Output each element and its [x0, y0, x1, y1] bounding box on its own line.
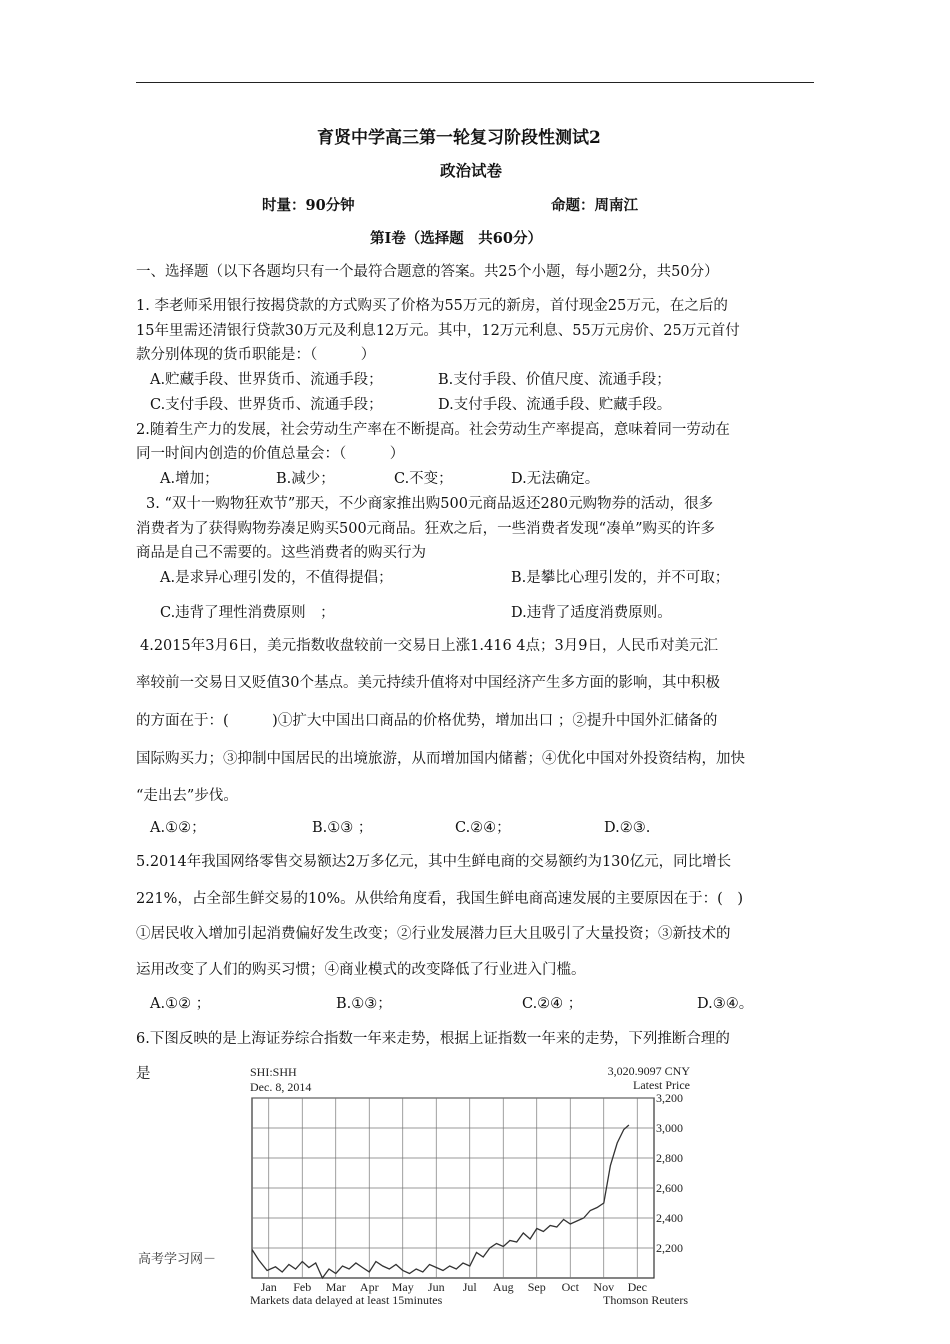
q5-line-3: ①居民收入增加引起消费偏好发生改变；②行业发展潜力巨大且吸引了大量投资；③新技术的	[136, 926, 731, 942]
chart-y-tick-label: 2,800	[656, 1151, 683, 1165]
q5-line-1: 5.2014年我国网络零售交易额达2万多亿元，其中生鲜电商的交易额约为130亿元，同比增长	[136, 854, 732, 870]
chart-x-tick-label: Dec	[627, 1280, 647, 1294]
q4-option-a: A.①②；	[150, 820, 206, 836]
q5-option-b: B.①③；	[336, 996, 392, 1012]
paper-title: 育贤中学高三第一轮复习阶段性测试2	[317, 128, 601, 148]
q4-option-b: B.①③ ；	[312, 820, 373, 836]
chart-source: Thomson Reuters	[603, 1293, 688, 1307]
paper-subject: 政治试卷	[440, 161, 503, 180]
chart-y-tick-label: 2,400	[656, 1211, 683, 1225]
chart-price-label: 3,020.9097 CNY	[607, 1064, 690, 1078]
q1-line-3: 款分别体现的货币职能是：（ ）	[136, 347, 376, 363]
q5-option-d: D.③④。	[697, 996, 754, 1012]
chart-x-tick-label: Jul	[462, 1280, 477, 1294]
chart-x-tick-label: Sep	[527, 1280, 546, 1294]
section-heading: 一、选择题（以下各题均只有一个最符合题意的答案。共25个小题，每小题2分，共50分）	[136, 264, 719, 280]
chart-x-tick-label: May	[391, 1280, 414, 1294]
q4-line-3: 的方面在于：( )①扩大中国出口商品的价格优势，增加出口 ；②提升中国外汇储备的	[136, 713, 718, 729]
q4-line-4: 国际购买力；③抑制中国居民的出境旅游，从而增加国内储蓄；④优化中国对外投资结构，加快	[136, 751, 745, 767]
q1-option-a: A.贮藏手段、世界货币、流通手段；	[150, 372, 383, 388]
q4-option-c: C.②④；	[455, 820, 511, 836]
q1-option-b: B.支付手段、价值尺度、流通手段；	[438, 372, 671, 388]
stock-index-chart	[236, 1062, 696, 1312]
chart-x-tick-label: Oct	[561, 1280, 579, 1294]
chart-x-tick-label: Apr	[359, 1280, 379, 1294]
chart-subtitle: Dec. 8, 2014	[250, 1080, 312, 1094]
q3-option-c: C.违背了理性消费原则 ；	[160, 605, 335, 621]
q1-option-c: C.支付手段、世界货币、流通手段；	[150, 397, 383, 413]
chart-x-tick-label: Jun	[427, 1280, 445, 1294]
chart-x-tick-label: Aug	[492, 1280, 514, 1294]
q4-option-d: D.②③.	[604, 820, 651, 836]
top-rule	[136, 82, 814, 83]
chart-x-tick-label: Feb	[293, 1280, 312, 1294]
chart-x-tick-label: Nov	[593, 1280, 615, 1294]
q3-option-d: D.违背了适度消费原则。	[511, 605, 672, 621]
index-series-line	[252, 1125, 629, 1278]
chart-y-tick-label: 2,200	[656, 1241, 683, 1255]
q3-line-2: 消费者为了获得购物券凑足购买500元商品。狂欢之后，一些消费者发现“凑单”购买的许多	[136, 521, 715, 537]
chart-title: SHI:SHH	[250, 1065, 297, 1079]
q2-line-1: 2.随着生产力的发展，社会劳动生产率在不断提高。社会劳动生产率提高，意味着同一劳动在	[136, 422, 730, 438]
q4-line-1: 4.2015年3月6日，美元指数收盘较前一交易日上涨1.416 4点；3月9日，人民币对美元汇	[140, 638, 718, 654]
chart-x-tick-label: Mar	[325, 1280, 346, 1294]
q1-line-2: 15年里需还清银行贷款30万元及利息12万元。其中，12万元利息、55万元房价、25万元首付	[136, 323, 740, 339]
q2-option-a: A.增加；	[160, 471, 219, 487]
q3-option-b: B.是攀比心理引发的，并不可取；	[511, 570, 730, 586]
chart-y-tick-label: 3,000	[656, 1121, 683, 1135]
q5-option-a: A.①② ；	[150, 996, 211, 1012]
chart-source-note: Markets data delayed at least 15minutes	[250, 1293, 443, 1307]
part-heading: 第Ⅰ卷（选择题 共60分）	[370, 230, 542, 247]
q4-line-2: 率较前一交易日又贬值30个基点。美元持续升值将对中国经济产生多方面的影响，其中积极	[136, 675, 720, 691]
q2-line-2: 同一时间内创造的价值总量会：（ ）	[136, 446, 405, 462]
exam-time: 时量：90分钟	[262, 197, 355, 214]
q2-option-d: D.无法确定。	[511, 471, 600, 487]
q3-line-1: 3. “双十一购物狂欢节”那天，不少商家推出购500元商品返还280元购物券的活动，很多	[146, 496, 714, 512]
chart-y-tick-label: 3,200	[656, 1091, 683, 1105]
q5-option-c: C.②④ ；	[522, 996, 583, 1012]
q1-line-1: 1. 李老师采用银行按揭贷款的方式购买了价格为55万元的新房，首付现金25万元，在之后的	[136, 298, 728, 314]
q6-line-1: 6.下图反映的是上海证券综合指数一年来走势，根据上证指数一年来的走势，下列推断合理的	[136, 1031, 730, 1047]
q4-line-5: “走出去”步伐。	[136, 788, 238, 804]
q3-option-a: A.是求异心理引发的，不值得提倡；	[160, 570, 393, 586]
q5-line-2: 221%，占全部生鲜交易的10%。从供给角度看，我国生鲜电商高速发展的主要原因在于：( )	[136, 891, 743, 907]
q6-line-2: 是	[136, 1066, 151, 1082]
chart-price-sublabel: Latest Price	[633, 1078, 690, 1092]
footer-site-label: 高考学习网－	[138, 1252, 217, 1267]
chart-x-tick-label: Jan	[260, 1280, 277, 1294]
q3-line-3: 商品是自己不需要的。这些消费者的购买行为	[136, 545, 426, 561]
q1-option-d: D.支付手段、流通手段、贮藏手段。	[438, 397, 672, 413]
q2-option-c: C.不变；	[394, 471, 453, 487]
q2-option-b: B.减少；	[276, 471, 335, 487]
chart-y-tick-label: 2,600	[656, 1181, 683, 1195]
exam-author: 命题：周南江	[551, 197, 638, 214]
q5-line-4: 运用改变了人们的购买习惯；④商业模式的改变降低了行业进入门槛。	[136, 962, 586, 978]
